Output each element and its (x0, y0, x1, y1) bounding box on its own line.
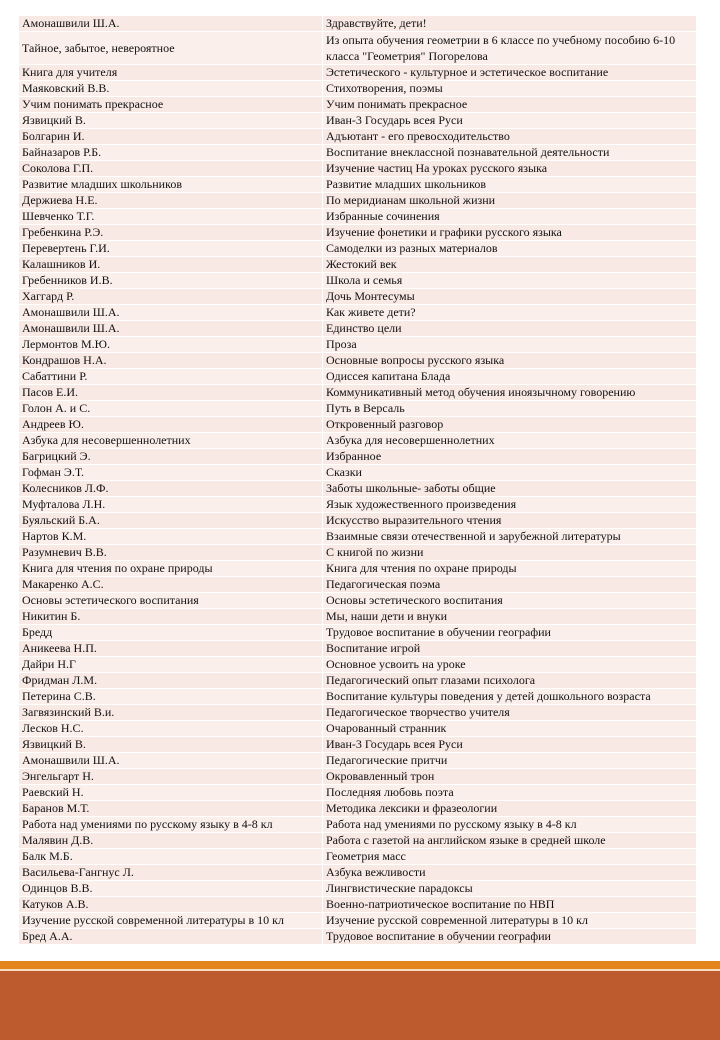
title-cell: Педагогическая поэма (323, 577, 697, 593)
table-row (19, 481, 697, 497)
table-row (19, 609, 697, 625)
title-cell: Стихотворения, поэмы (323, 81, 697, 97)
title-cell: Окровавленный трон (323, 769, 697, 785)
title-cell: Из опыта обучения геометрии в 6 классе по учебному пособию 6-10 класса "Геометрия" Погорелова (323, 32, 697, 65)
author-cell: Маяковский В.В. (19, 81, 323, 97)
author-cell: Катуков А.В. (19, 897, 323, 913)
table-row (19, 705, 697, 721)
title-cell: Иван-3 Государь всея Руси (323, 737, 697, 753)
author-cell: Амонашвили Ш.А. (19, 305, 323, 321)
title-cell: Сказки (323, 465, 697, 481)
title-cell: Воспитание внеклассной познавательной деятельности (323, 145, 697, 161)
table-row (19, 673, 697, 689)
title-cell: Изучение русской современной литературы в 10 кл (323, 913, 697, 929)
author-cell: Язвицкий В. (19, 737, 323, 753)
table-row (19, 497, 697, 513)
table-row (19, 305, 697, 321)
author-cell: Дайри Н.Г (19, 657, 323, 673)
author-cell: Петерина С.В. (19, 689, 323, 705)
table-row (19, 801, 697, 817)
author-cell: Аникеева Н.П. (19, 641, 323, 657)
author-cell: Разумневич В.В. (19, 545, 323, 561)
table-row (19, 97, 697, 113)
author-cell: Лермонтов М.Ю. (19, 337, 323, 353)
title-cell: Азбука вежливости (323, 865, 697, 881)
author-cell: Бред А.А. (19, 929, 323, 945)
table-row (19, 113, 697, 129)
author-cell: Книга для чтения по охране природы (19, 561, 323, 577)
table-row (19, 353, 697, 369)
author-cell: Никитин Б. (19, 609, 323, 625)
author-cell: Нартов К.М. (19, 529, 323, 545)
table-row (19, 689, 697, 705)
table-row (19, 897, 697, 913)
title-cell: Азбука для несовершеннолетних (323, 433, 697, 449)
author-cell: Лесков Н.С. (19, 721, 323, 737)
title-cell: Педагогический опыт глазами психолога (323, 673, 697, 689)
author-cell: Байназаров Р.Б. (19, 145, 323, 161)
table-row (19, 785, 697, 801)
table-row (19, 145, 697, 161)
title-cell: Трудовое воспитание в обучении географии (323, 625, 697, 641)
title-cell: Военно-патриотическое воспитание по НВП (323, 897, 697, 913)
table-row (19, 65, 697, 81)
title-cell: По меридианам школьной жизни (323, 193, 697, 209)
author-cell: Калашников И. (19, 257, 323, 273)
author-cell: Муфталова Л.Н. (19, 497, 323, 513)
title-cell: Изучение фонетики и графики русского языка (323, 225, 697, 241)
table-row (19, 193, 697, 209)
table-row (19, 913, 697, 929)
author-cell: Балк М.Б. (19, 849, 323, 865)
author-cell: Амонашвили Ш.А. (19, 321, 323, 337)
table-row (19, 129, 697, 145)
author-cell: Гребенкина Р.Э. (19, 225, 323, 241)
author-cell: Пасов Е.И. (19, 385, 323, 401)
author-cell: Буяльский Б.А. (19, 513, 323, 529)
table-row (19, 849, 697, 865)
table-row (19, 545, 697, 561)
author-cell: Баранов М.Т. (19, 801, 323, 817)
author-cell: Учим понимать прекрасное (19, 97, 323, 113)
author-cell: Багрицкий Э. (19, 449, 323, 465)
table-row (19, 657, 697, 673)
author-cell: Амонашвили Ш.А. (19, 753, 323, 769)
title-cell: Работа с газетой на английском языке в средней школе (323, 833, 697, 849)
table-row (19, 417, 697, 433)
title-cell: Методика лексики и фразеологии (323, 801, 697, 817)
author-cell: Держиева Н.Е. (19, 193, 323, 209)
table-row (19, 641, 697, 657)
author-cell: Одинцов В.В. (19, 881, 323, 897)
author-cell: Хаггард Р. (19, 289, 323, 305)
title-cell: Здравствуйте, дети! (323, 16, 697, 32)
author-cell: Гребенников И.В. (19, 273, 323, 289)
author-cell: Колесников Л.Ф. (19, 481, 323, 497)
author-cell: Васильева-Гангнус Л. (19, 865, 323, 881)
table-row (19, 593, 697, 609)
author-cell: Голон А. и С. (19, 401, 323, 417)
table-row (19, 465, 697, 481)
author-cell: Фридман Л.М. (19, 673, 323, 689)
footer-orange-stripe (0, 961, 720, 969)
table-row (19, 337, 697, 353)
author-cell: Болгарин И. (19, 129, 323, 145)
title-cell: Жестокий век (323, 257, 697, 273)
table-row (19, 81, 697, 97)
title-cell: Основные вопросы русского языка (323, 353, 697, 369)
table-row (19, 449, 697, 465)
author-cell: Кондрашов Н.А. (19, 353, 323, 369)
table-row (19, 561, 697, 577)
title-cell: Книга для чтения по охране природы (323, 561, 697, 577)
title-cell: Искусство выразительного чтения (323, 513, 697, 529)
table-row (19, 257, 697, 273)
title-cell: Адъютант - его превосходительство (323, 129, 697, 145)
author-cell: Перевертень Г.И. (19, 241, 323, 257)
title-cell: Педагогические притчи (323, 753, 697, 769)
title-cell: Как живете дети? (323, 305, 697, 321)
table-row (19, 161, 697, 177)
author-cell: Тайное, забытое, невероятное (19, 32, 323, 65)
table-row (19, 433, 697, 449)
table-row (19, 737, 697, 753)
title-cell: Единство цели (323, 321, 697, 337)
author-cell: Гофман Э.Т. (19, 465, 323, 481)
title-cell: Основное усвоить на уроке (323, 657, 697, 673)
table-row (19, 273, 697, 289)
title-cell: Откровенный разговор (323, 417, 697, 433)
title-cell: Работа над умениями по русскому языку в 4-8 кл (323, 817, 697, 833)
title-cell: Избранное (323, 449, 697, 465)
title-cell: Коммуникативный метод обучения иноязычному говорению (323, 385, 697, 401)
title-cell: Воспитание культуры поведения у детей дошкольного возраста (323, 689, 697, 705)
author-cell: Загвязинский В.и. (19, 705, 323, 721)
title-cell: Очарованный странник (323, 721, 697, 737)
table-row (19, 769, 697, 785)
author-cell: Соколова Г.П. (19, 161, 323, 177)
title-cell: Иван-3 Государь всея Руси (323, 113, 697, 129)
title-cell: Изучение частиц На уроках русского языка (323, 161, 697, 177)
author-cell: Энгельгарт Н. (19, 769, 323, 785)
title-cell: Учим понимать прекрасное (323, 97, 697, 113)
table-row (19, 513, 697, 529)
author-cell: Амонашвили Ш.А. (19, 16, 323, 32)
title-cell: Основы эстетического воспитания (323, 593, 697, 609)
title-cell: Развитие младших школьников (323, 177, 697, 193)
title-cell: Последняя любовь поэта (323, 785, 697, 801)
table-row (19, 577, 697, 593)
title-cell: Избранные сочинения (323, 209, 697, 225)
title-cell: Заботы школьные- заботы общие (323, 481, 697, 497)
footer-band (0, 971, 720, 1040)
table-row (19, 833, 697, 849)
title-cell: Язык художественного произведения (323, 497, 697, 513)
author-cell: Андреев Ю. (19, 417, 323, 433)
author-cell: Азбука для несовершеннолетних (19, 433, 323, 449)
table-row (19, 177, 697, 193)
author-cell: Книга для учителя (19, 65, 323, 81)
books-table (18, 15, 697, 945)
title-cell: Дочь Монтесумы (323, 289, 697, 305)
author-cell: Изучение русской современной литературы в 10 кл (19, 913, 323, 929)
title-cell: Мы, наши дети и внуки (323, 609, 697, 625)
title-cell: Самоделки из разных материалов (323, 241, 697, 257)
title-cell: Путь в Версаль (323, 401, 697, 417)
title-cell: С книгой по жизни (323, 545, 697, 561)
table-row (19, 16, 697, 32)
author-cell: Малявин Д.В. (19, 833, 323, 849)
author-cell: Развитие младших школьников (19, 177, 323, 193)
author-cell: Работа над умениями по русскому языку в 4-8 кл (19, 817, 323, 833)
table-row (19, 321, 697, 337)
table-row (19, 929, 697, 945)
table-row (19, 881, 697, 897)
table-row (19, 225, 697, 241)
table-row (19, 721, 697, 737)
table-row (19, 32, 697, 65)
title-cell: Педагогическое творчество учителя (323, 705, 697, 721)
table-row (19, 385, 697, 401)
title-cell: Эстетического - культурное и эстетическое воспитание (323, 65, 697, 81)
title-cell: Геометрия масс (323, 849, 697, 865)
title-cell: Лингвистические парадоксы (323, 881, 697, 897)
author-cell: Бредд (19, 625, 323, 641)
table-row (19, 209, 697, 225)
table-row (19, 865, 697, 881)
author-cell: Шевченко Т.Г. (19, 209, 323, 225)
table-row (19, 241, 697, 257)
title-cell: Проза (323, 337, 697, 353)
title-cell: Трудовое воспитание в обучении географии (323, 929, 697, 945)
table-row (19, 529, 697, 545)
table-row (19, 369, 697, 385)
author-cell: Макаренко А.С. (19, 577, 323, 593)
title-cell: Воспитание игрой (323, 641, 697, 657)
title-cell: Школа и семья (323, 273, 697, 289)
author-cell: Раевский Н. (19, 785, 323, 801)
table-row (19, 753, 697, 769)
table-row (19, 401, 697, 417)
table-row (19, 289, 697, 305)
author-cell: Сабаттини Р. (19, 369, 323, 385)
table-row (19, 817, 697, 833)
author-cell: Основы эстетического воспитания (19, 593, 323, 609)
author-cell: Язвицкий В. (19, 113, 323, 129)
title-cell: Взаимные связи отечественной и зарубежной литературы (323, 529, 697, 545)
title-cell: Одиссея капитана Блада (323, 369, 697, 385)
table-row (19, 625, 697, 641)
